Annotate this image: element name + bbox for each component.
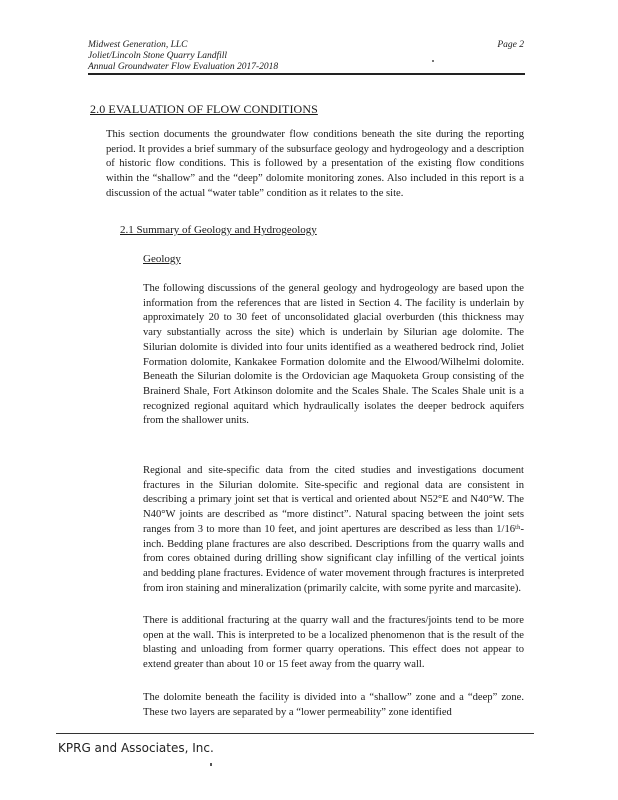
section-heading: 2.0 EVALUATION OF FLOW CONDITIONS bbox=[90, 102, 318, 116]
geology-paragraph-3: There is additional fracturing at the quarry wall and the fractures/joints tend to be more open at the wall. This is interpreted to be a localized phenomenon that is the result of the blasting and unloading from former quarry operations. This effect does not appear to extend greater than about 10 or 15 feet away from the quarry wall. bbox=[143, 615, 524, 671]
header-site: Joliet/Lincoln Stone Quarry Landfill bbox=[88, 51, 228, 61]
geology-paragraph-1: The following discussions of the general geology and hydrogeology are based upon the information from the references that are listed in Section 4. The facility is underlain by approximately 20 to 30 feet of unconsolidated glacial overburden (this thickness may vary substantially across the site) which is underlain by Silurian age dolomite. The Silurian dolomite is divided into four units identified as a weathered bedrock rind, Joliet Formation dolomite, Kankakee Formation dolomite and the Elwood/Wilhelmi dolomite. Beneath the Silurian dolomite is the Ordovician age Maquoketa Group consisting of the Brainerd Shale, Fort Atkinson dolomite and the Scales Shale. The Scales Shale unit is a recognized regional aquitard which hydraulically isolates the deeper bedrock aquifers from the shallower units. bbox=[143, 283, 524, 427]
scan-speck bbox=[210, 763, 212, 766]
footer-company: KPRG and Associates, Inc. bbox=[58, 741, 214, 755]
header-company: Midwest Generation, LLC bbox=[88, 40, 188, 50]
scan-speck bbox=[432, 60, 434, 62]
section-intro-paragraph: This section documents the groundwater flow conditions beneath the site during the reporting period. It provides a brief summary of the subsurface geology and hydrogeology and a description of historic flow conditions. This is followed by a presentation of the existing flow conditions within the “shallow” and the “deep” dolomite monitoring zones. Also included in this report is a discussion of the actual “water table” condition as it relates to the site. bbox=[106, 129, 524, 199]
geology-paragraph-4: The dolomite beneath the facility is divided into a “shallow” zone and a “deep” zone. These two layers are separated by a “lower permeability” zone identified bbox=[143, 692, 524, 718]
geology-paragraph-2: Regional and site-specific data from the cited studies and investigations document fractures in the Silurian dolomite. Site-specific and regional data are consistent in describing a primary joint set that is vertical and oriented about N52°E and N40°W. The N40°W joints are described as “more distinct”. Natural spacing between the joint sets ranges from 3 to more than 10 feet, and joint apertures are described as less than 1/16ᵗʰ-inch. Bedding plane fractures are also described. Descriptions from the quarry walls and from cores obtained during drilling show significant clay infilling of the vertical joints and bedding plane fractures. Evidence of water movement through fractures is interpreted from iron staining and mineralization (primarily calcite, with some pyrite and marcasite). bbox=[143, 465, 524, 594]
footer-divider bbox=[56, 733, 534, 734]
header-divider bbox=[88, 73, 525, 75]
geology-subheading: Geology bbox=[143, 253, 181, 265]
subsection-heading: 2.1 Summary of Geology and Hydrogeology bbox=[120, 224, 317, 236]
running-header bbox=[88, 40, 528, 73]
page-number: Page 2 bbox=[497, 40, 524, 50]
header-report-title: Annual Groundwater Flow Evaluation 2017-2018 bbox=[88, 62, 279, 72]
